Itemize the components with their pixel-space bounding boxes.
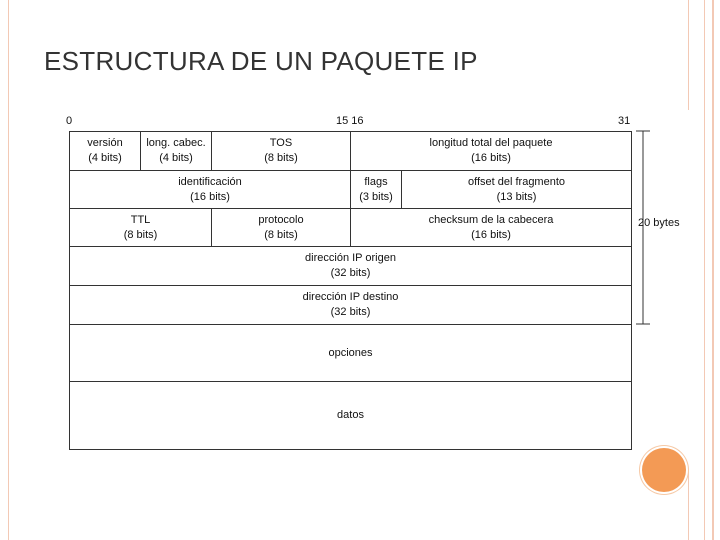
field-dst-ip-name: dirección IP destino	[302, 291, 399, 303]
field-tos-name: TOS	[269, 137, 293, 149]
bit-label-mid: 15 16	[336, 115, 364, 127]
decorative-circle	[642, 448, 686, 492]
field-dst-ip	[69, 285, 632, 325]
field-version-name: versión	[87, 137, 123, 149]
bit-label-end: 31	[618, 115, 631, 127]
field-total-length-size: (16 bits)	[471, 152, 511, 164]
field-ttl-name: TTL	[130, 213, 151, 226]
field-ihl	[140, 131, 212, 171]
field-src-ip-name: dirección IP origen	[305, 252, 396, 264]
field-identification-size: (16 bits)	[190, 190, 230, 203]
field-flags-size: (3 bits)	[359, 190, 393, 203]
field-identification	[69, 170, 351, 209]
field-options	[69, 324, 632, 382]
field-total-length	[350, 131, 632, 171]
field-ttl	[69, 208, 212, 247]
field-fragment-offset	[401, 170, 632, 209]
field-fragment-offset-name: offset del fragmento	[467, 175, 566, 188]
field-data	[69, 381, 632, 450]
field-protocol-name: protocolo	[258, 213, 304, 226]
field-dst-ip-size: (32 bits)	[330, 306, 371, 318]
slide-title: ESTRUCTURA DE UN PAQUETE IP	[44, 46, 478, 76]
field-tos	[211, 131, 351, 171]
field-identification-name: identificación	[178, 175, 242, 188]
field-checksum	[350, 208, 632, 247]
field-data-name: datos	[337, 409, 364, 421]
field-version	[69, 131, 141, 171]
header-size-label: 20 bytes	[638, 217, 680, 229]
field-fragment-offset-size: (13 bits)	[496, 190, 537, 203]
field-flags	[350, 170, 402, 209]
field-version-size: (4 bits)	[88, 152, 122, 164]
field-total-length-name: longitud total del paquete	[429, 137, 553, 149]
field-src-ip-size: (32 bits)	[330, 267, 371, 279]
field-checksum-size: (16 bits)	[471, 228, 511, 241]
field-ihl-name: long. cabec.	[146, 137, 206, 149]
field-ttl-size: (8 bits)	[123, 228, 158, 241]
field-src-ip	[69, 246, 632, 286]
bit-label-start: 0	[66, 115, 73, 127]
field-ihl-size: (4 bits)	[159, 152, 193, 164]
field-options-name: opciones	[328, 346, 373, 359]
field-tos-size: (8 bits)	[264, 152, 298, 164]
field-flags-name: flags	[364, 175, 388, 188]
field-protocol	[211, 208, 351, 247]
field-protocol-size: (8 bits)	[264, 228, 298, 241]
field-checksum-name: checksum de la cabecera	[428, 213, 554, 226]
